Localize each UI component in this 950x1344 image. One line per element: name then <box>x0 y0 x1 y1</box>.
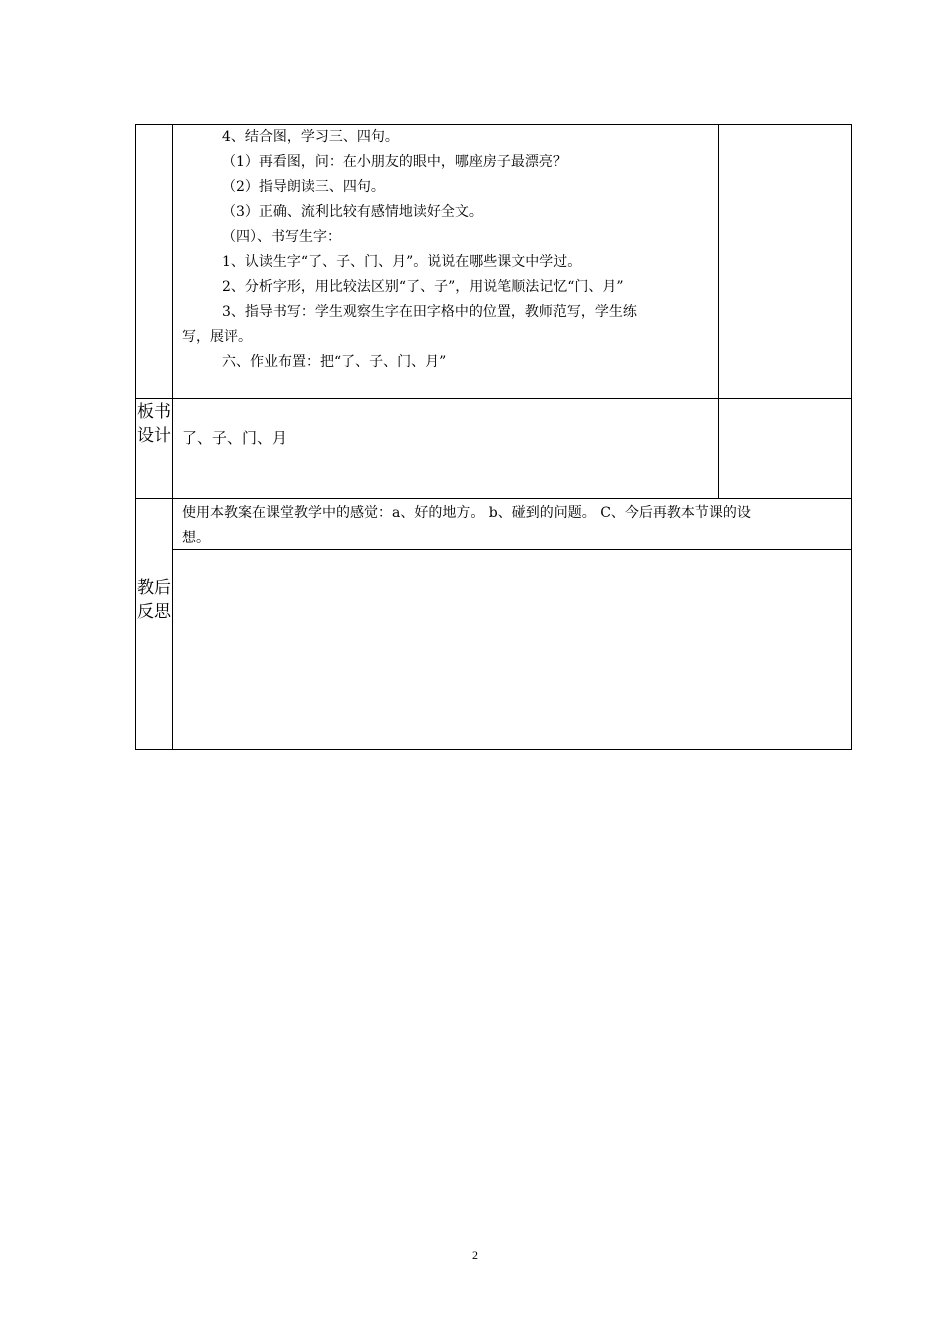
label-column-divider <box>172 124 173 750</box>
process-line-1: 4、结合图，学习三、四句。 <box>222 129 399 145</box>
reflection-prompt-line-1: 使用本教案在课堂教学中的感觉：a、好的地方。 b、碰到的问题。 C、今后再教本节课的设 <box>182 505 751 521</box>
process-line-8: 3、指导书写：学生观察生字在田字格中的位置，教师范写，学生练 <box>222 304 637 320</box>
row-divider-reflection <box>135 498 852 499</box>
page-number: 2 <box>472 1248 478 1262</box>
process-line-4: （3）正确、流利比较有感情地读好全文。 <box>222 204 483 220</box>
process-line-5: （四）、书写生字： <box>222 229 341 245</box>
process-line-9: 写，展评。 <box>182 329 252 345</box>
row-divider-board <box>135 398 852 399</box>
reflection-prompt-divider <box>172 549 852 550</box>
table-top-border <box>135 124 852 125</box>
table-bottom-border <box>135 749 852 750</box>
notes-column-divider <box>718 124 719 499</box>
reflection-prompt-line-2: 想。 <box>182 530 210 546</box>
reflection-label: 教后反思 <box>137 578 171 622</box>
table-right-border <box>851 124 852 750</box>
process-line-10: 六、作业布置：把“了、子、门、月” <box>222 354 447 370</box>
board-design-content: 了、子、门、月 <box>182 429 288 447</box>
process-line-7: 2、分析字形，用比较法区别“了、子”，用说笔顺法记忆“门、月” <box>222 279 624 295</box>
process-line-6: 1、认读生字“了、子、门、月”。说说在哪些课文中学过。 <box>222 254 582 270</box>
process-line-2: （1）再看图，问：在小朋友的眼中，哪座房子最漂亮？ <box>222 154 567 170</box>
process-line-3: （2）指导朗读三、四句。 <box>222 179 385 195</box>
board-design-label: 板书设计 <box>137 402 171 446</box>
